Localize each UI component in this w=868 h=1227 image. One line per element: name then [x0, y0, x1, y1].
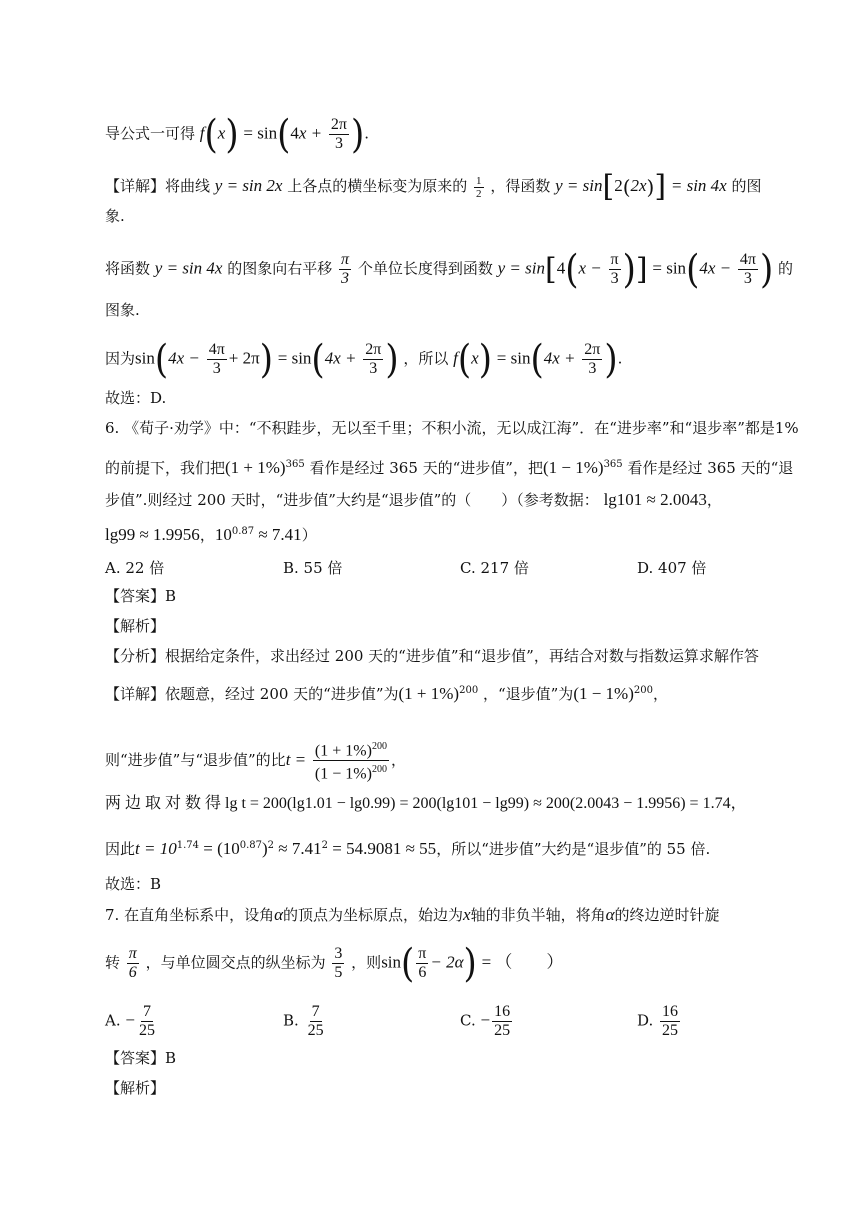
fraction: $\frac{(1 + 1\%)^{200}}{(1 - 1\%)^{200}}$: [313, 738, 389, 784]
text: 将函数: [105, 259, 151, 278]
q6-ratio-line: 则“进步值”与“退步值”的比t = $\frac{(1 + 1\%)^{200}}{(1 - 1\%)^{200}}$ ，: [105, 738, 406, 784]
q6-option-c: C. 217 倍: [460, 559, 529, 577]
math: + 2π: [228, 348, 260, 368]
fraction: $\frac{4\pi}{3}$: [208, 341, 225, 377]
math: x: [471, 348, 479, 368]
math: ≈ 7.41: [254, 525, 302, 544]
q7-line-2: 转 $\frac{\pi}{6}$ ，与单位圆交点的纵坐标为 $\frac{3}{5}$ ，则sin( $\frac{\pi}{6}$ − 2α) = （ ）: [105, 940, 564, 987]
fraction: $\frac{4\pi}{3}$: [739, 251, 756, 287]
q7-line-1: 7. 在直角坐标系中，设角α的顶点为坐标原点，始边为x轴的非负半轴，将角α的终边逆时针旋: [105, 905, 720, 924]
math: y = sin 2x: [214, 176, 283, 195]
text: ，所以“进步值”大约是“退步值”的 55 倍.: [436, 840, 711, 858]
q6-line-1: 6. 《荀子·劝学》中：“不积跬步，无以至千里；不积小流，无以成江海”．在“进步率”和“退步率”都是1%: [105, 419, 799, 437]
fraction: $\frac{\pi}{6}$: [128, 945, 137, 981]
fraction: $\frac{1}{2}$: [476, 174, 482, 200]
math: 4x −: [699, 258, 732, 278]
text: 上各点的横坐标变为原来的: [287, 177, 468, 195]
math: = sin: [652, 258, 687, 278]
math: y = sin: [555, 176, 603, 195]
text: 看作是经过 365 天的“进步值”，把: [309, 459, 543, 477]
fraction: $\frac{2\pi}{3}$: [584, 341, 601, 377]
math: (1 − 1%): [542, 458, 604, 477]
math-f: f: [199, 123, 205, 143]
text: 则“进步值”与“退步值”的比: [105, 750, 286, 769]
math: 10: [214, 525, 232, 544]
text: 因为: [105, 349, 136, 368]
math: 2x: [630, 176, 647, 195]
math: f: [453, 348, 458, 368]
fraction: $\frac{\pi}{3}$: [341, 251, 350, 287]
text: 因此: [105, 840, 136, 858]
math: = sin: [496, 348, 531, 368]
math: 4x +: [324, 348, 357, 368]
text: ，则: [351, 953, 382, 972]
text: 个单位长度得到函数: [357, 259, 493, 278]
math: y = sin: [497, 258, 545, 278]
fraction: $\frac{2\pi}{3}$: [330, 116, 347, 152]
fraction: $\frac{2\pi}{3}$: [365, 341, 382, 377]
text: 步值”.则经过 200 天时，“进步值”大约是“退步值”的（ ）（参考数据：: [105, 491, 599, 509]
math: t =: [285, 749, 307, 769]
text: ，“退步值”为: [482, 685, 574, 703]
detail-line-4: 图象.: [105, 301, 140, 319]
math: (1 + 1%): [225, 458, 286, 477]
q7-option-a: A. − $\frac{7}{25}$: [105, 1003, 155, 1039]
math: lg101 ≈ 2.0043: [603, 490, 707, 509]
detail-line-5: 因为sin(4x − $\frac{4\pi}{3}$ + 2π) = sin(4x + $\frac{2\pi}{3}$ ) ，所以 f(x) = sin(4x + $\frac{2\pi}{3}$ ).: [105, 336, 623, 383]
text: ，所以: [403, 349, 449, 368]
text: 导公式一可得: [105, 124, 196, 143]
q6-line-4: lg99 ≈ 1.9956，$10^{0.87} \approx 7.41$）: [105, 525, 317, 544]
math: (1 + 1%): [398, 684, 460, 703]
text: 的图象向右平移: [227, 259, 333, 278]
q6-detail-1: 【详解】依题意，经过 200 天的“进步值”为$(1 + 1\%)^{200}$ ，“退步值”为$(1 - 1\%)^{200}$，: [105, 684, 668, 703]
q7-option-b: B. $\frac{7}{25}$: [283, 1003, 324, 1039]
q7-answer: 【答案】B: [105, 1049, 177, 1067]
text: ，得函数: [490, 177, 551, 195]
text: 看作是经过 365 天的“退: [627, 459, 794, 477]
derivation-line-1: 导公式一可得 f(x) = sin(4x + $\frac{2\pi}{3}$ ).: [105, 111, 370, 158]
text: 的: [778, 259, 794, 278]
math: 4: [290, 123, 299, 143]
q6-analysis: 【分析】根据给定条件，求出经过 200 天的“进步值”和“退步值”，再结合对数与指数运算求解作答: [105, 647, 759, 665]
text: 的前提下，我们把: [105, 459, 226, 477]
q6-option-d: D. 407 倍: [637, 559, 707, 577]
q6-log-line: 两 边 取 对 数 得 lg t = 200(lg1.01 − lg0.99) = 200(lg101 − lg99) ≈ 200(2.0043 − 1.9956) = 1.74，: [105, 795, 747, 812]
q6-line-2: 的前提下，我们把$(1 + 1\%)^{365}$ 看作是经过 365 天的“进步值”，把$(1 - 1\%)^{365}$ 看作是经过 365 天的“退: [105, 458, 794, 477]
math: (1 − 1%): [573, 684, 634, 703]
math: x −: [578, 258, 602, 278]
math: t = 10: [135, 839, 177, 858]
q6-analysis-label: 【解析】: [105, 617, 166, 635]
q6-choice: 故选：B: [105, 875, 162, 893]
detail-line-1: 【详解】将曲线 y = sin 2x 上各点的横坐标变为原来的 $\frac{1}{2}$ ，得函数 y = sin[2(2x)] = sin 4x 的图: [105, 169, 762, 204]
math-eq: = sin: [243, 123, 278, 143]
fraction: $\frac{3}{5}$: [334, 945, 343, 981]
q7-analysis-label: 【解析】: [105, 1079, 166, 1097]
math: 4: [556, 258, 566, 278]
math: 2: [614, 176, 623, 195]
math: sin: [135, 348, 155, 368]
text: 7. 在直角坐标系中，设角: [105, 906, 275, 924]
math: = sin: [277, 348, 312, 368]
q6-answer: 【答案】B: [105, 587, 177, 605]
q7-option-c: C. − $\frac{16}{25}$: [460, 1003, 511, 1039]
text: 【详解】将曲线: [105, 177, 211, 195]
q6-option-a: A. 22 倍: [105, 559, 165, 577]
detail-line-2: 象.: [105, 207, 125, 225]
math: = sin 4x: [670, 176, 727, 195]
q6-option-b: B. 55 倍: [283, 559, 343, 577]
math: 4x +: [543, 348, 576, 368]
text: ，与单位圆交点的纵坐标为: [145, 953, 326, 972]
choice-line: 故选：D.: [105, 389, 167, 407]
math: y = sin 4x: [154, 258, 223, 278]
q6-result-line: 因此$t = 10^{1.74} = (10^{0.87})^2 \approx 7.41^2 = 54.9081 \approx 55$，所以“进步值”大约是“退步值”的 55 倍.: [105, 839, 711, 858]
text: 【详解】依题意，经过 200 天的“进步值”为: [105, 685, 399, 703]
fraction: $\frac{\pi}{6}$: [418, 945, 427, 981]
math: lg99 ≈ 1.9956: [105, 525, 200, 544]
fraction: $\frac{\pi}{3}$: [610, 251, 619, 287]
text: 的图: [731, 177, 762, 195]
q7-option-d: D. $\frac{16}{25}$: [637, 1003, 679, 1039]
q6-line-3: 步值”.则经过 200 天时，“进步值”大约是“退步值”的（ ）（参考数据： lg101 ≈ 2.0043，: [105, 490, 722, 509]
math: 4x −: [168, 348, 200, 368]
math-x: x: [217, 123, 226, 143]
detail-line-3: 将函数 y = sin 4x 的图象向右平移 $\frac{\pi}{3}$ 个单位长度得到函数 y = sin[4(x − $\frac{\pi}{3}$ )] = sin(4x − $\frac{4\pi}{3}$ ) 的: [105, 246, 794, 293]
text: 转: [105, 953, 121, 972]
math: x +: [298, 123, 323, 143]
